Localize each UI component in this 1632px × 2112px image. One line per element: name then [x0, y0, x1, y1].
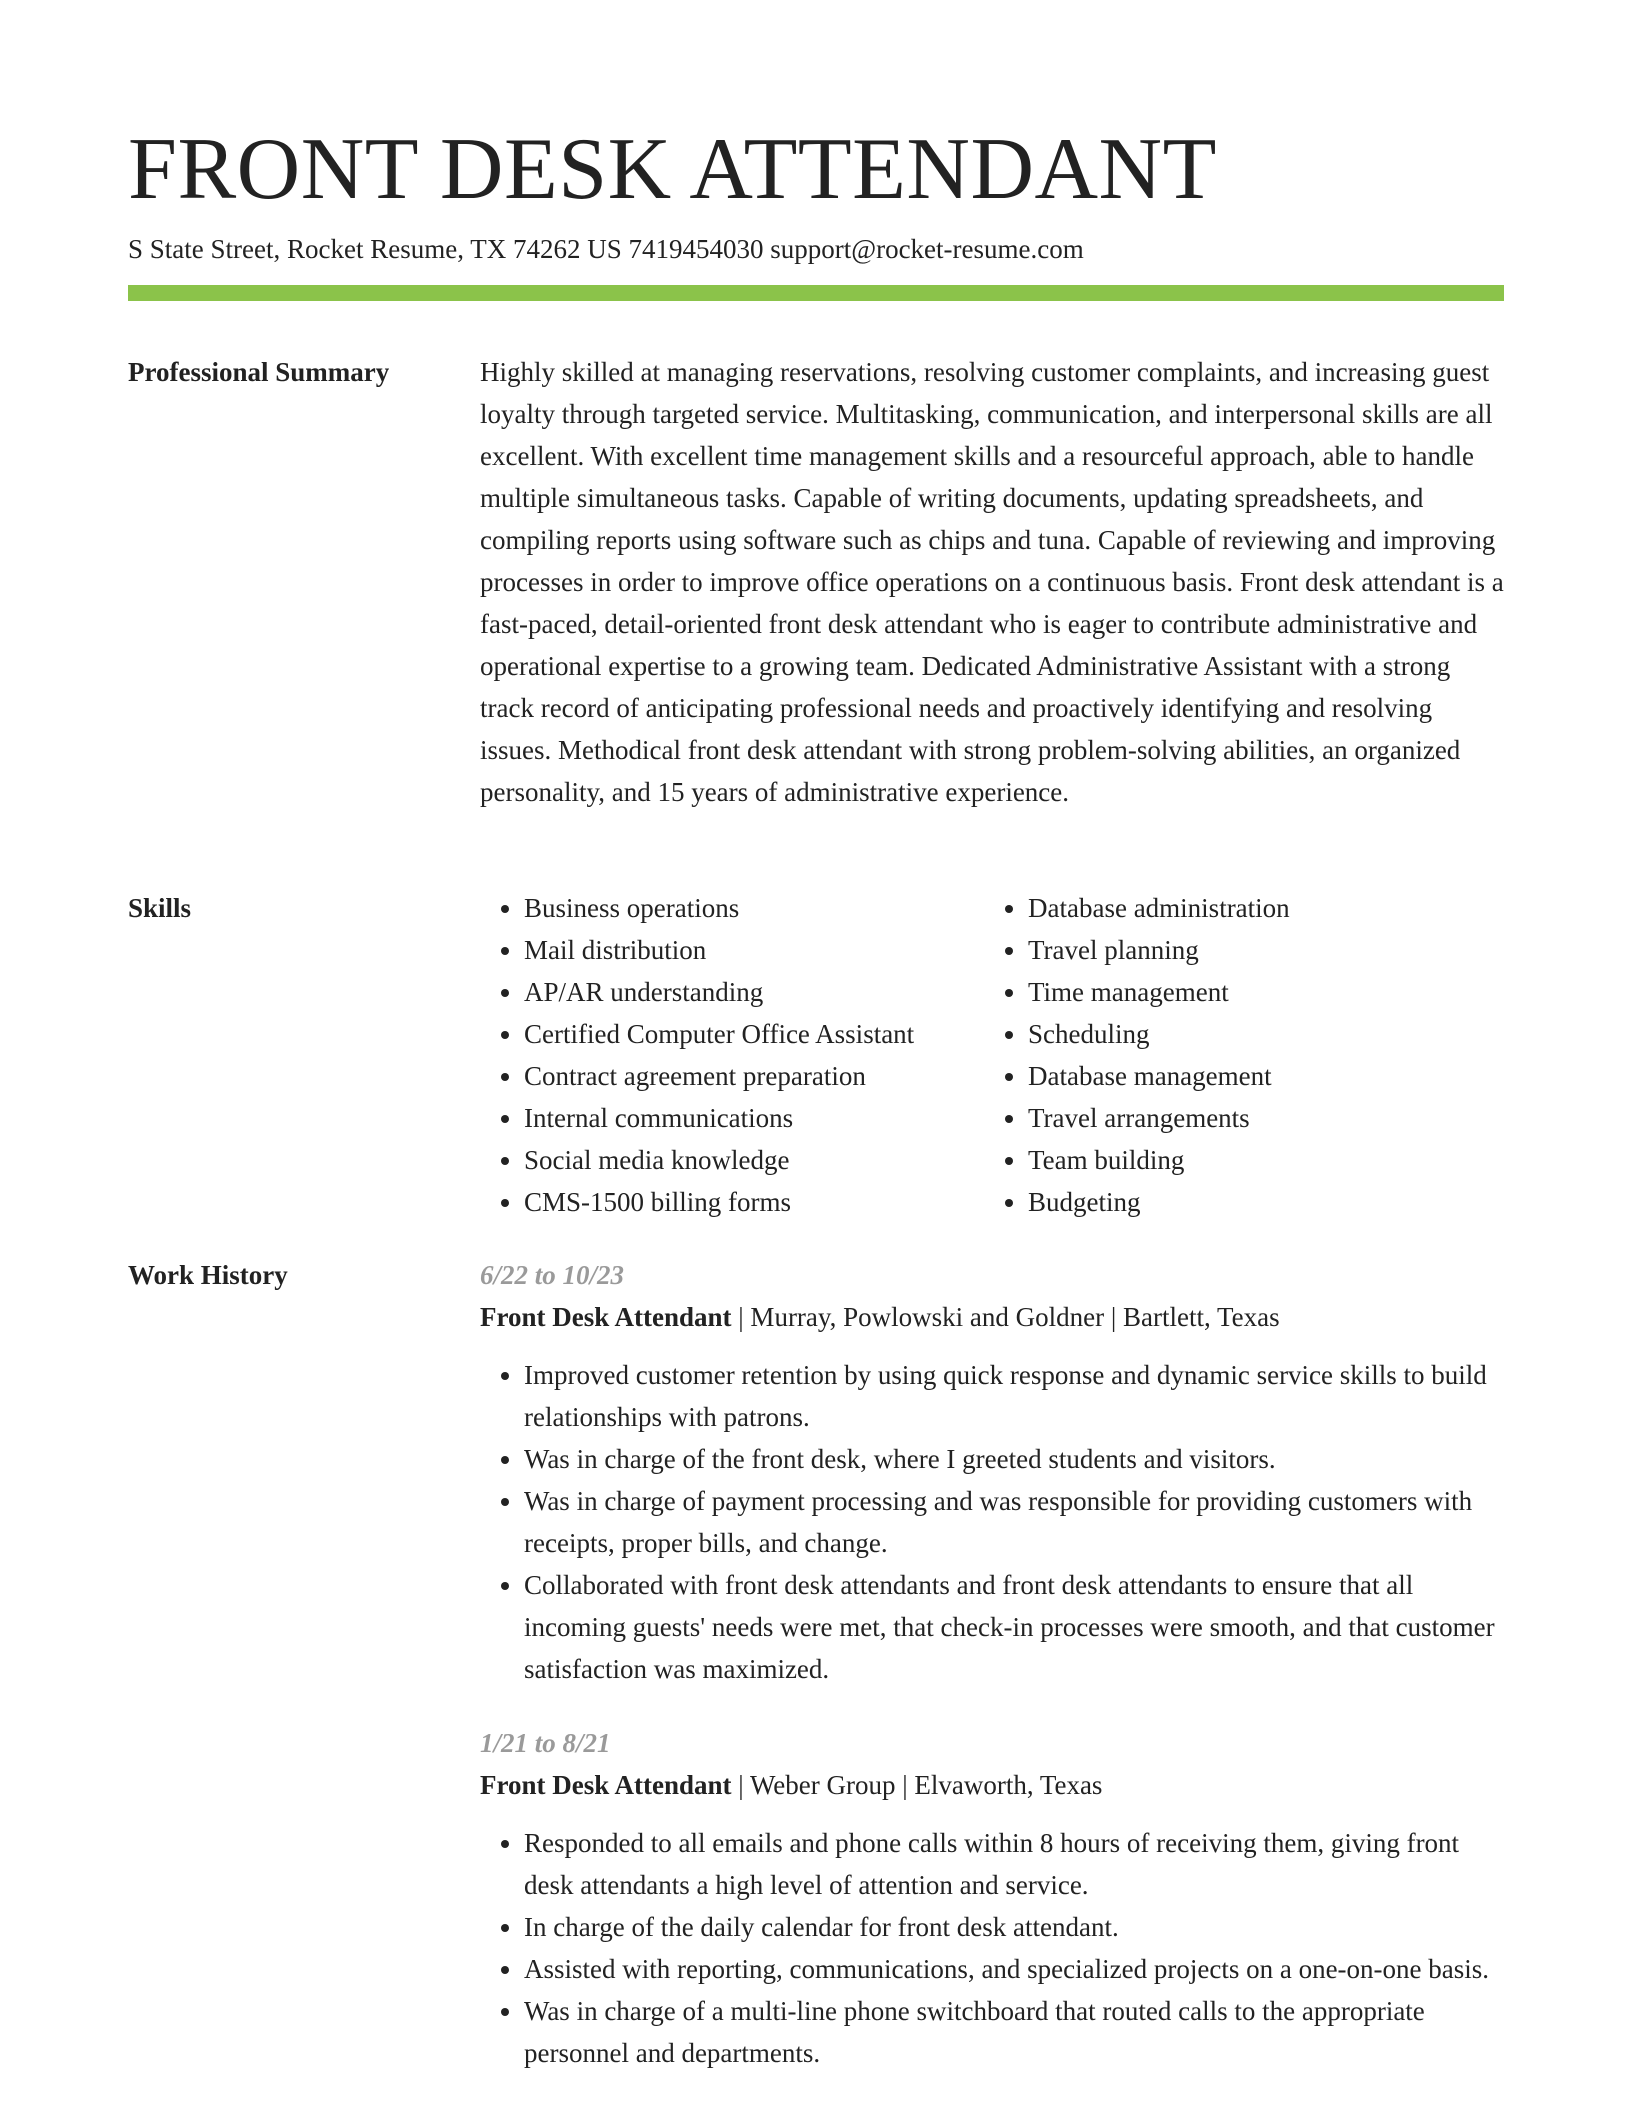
skill-item: • Travel arrangements	[1028, 1097, 1488, 1139]
summary-text: Highly skilled at managing reservations, resolving customer complaints, and increasing guest loyalty through targeted service. Multitasking, communication, and interpersonal skills are all excellent. With excellent time management skills and a resourceful approach, able to handle multiple simultaneous tasks. Capable of writing documents, updating spreadsheets, and compiling reports using software such as chips and tuna. Capable of reviewing and improving processes in order to improve office operations on a continuous basis. Front desk attendant is a fast-paced, detail-oriented front desk attendant who is eager to contribute administrative and operational expertise to a growing team. Dedicated Administrative Assistant with a strong track record of anticipating professional needs and proactively identifying and resolving issues. Methodical front desk attendant with strong problem-solving abilities, an organized personality, and 15 years of administrative experience.	[480, 357, 1504, 807]
skills-columns	[480, 887, 1504, 1223]
skill-item: • Database administration	[1028, 887, 1488, 929]
summary-heading: Professional Summary	[128, 357, 390, 387]
skill-item: • Budgeting	[1028, 1181, 1488, 1223]
job-bullet-list	[480, 1354, 1504, 1690]
job-bullet: • Responded to all emails and phone calls within 8 hours of receiving them, giving front desk attendants a high level of attention and service.	[524, 1822, 1504, 1906]
skill-item: • Travel planning	[1028, 929, 1488, 971]
work-history-body	[480, 1254, 1504, 2106]
skills-heading: Skills	[128, 893, 192, 923]
contact-line: S State Street, Rocket Resume, TX 74262 US 7419454030 support@rocket-resume.com	[128, 234, 1084, 264]
job-header	[480, 1296, 1504, 1338]
skill-item: • Time management	[1028, 971, 1488, 1013]
job-title: Front Desk Attendant	[480, 1770, 732, 1800]
job-bullet: • Assisted with reporting, communications, and specialized projects on a one-on-one basis.	[524, 1948, 1504, 1990]
job-bullet: • Was in charge of a multi-line phone switchboard that routed calls to the appropriate personnel and departments.	[524, 1990, 1504, 2074]
job-title: Front Desk Attendant	[480, 1302, 732, 1332]
work-history-heading: Work History	[128, 1260, 288, 1290]
skill-item: • Business operations	[524, 887, 984, 929]
job-dates: 1/21 to 8/21	[480, 1728, 611, 1758]
skill-item: • CMS-1500 billing forms	[524, 1181, 984, 1223]
job-bullet: • Was in charge of the front desk, where I greeted students and visitors.	[524, 1438, 1504, 1480]
job-bullet-list	[480, 1822, 1504, 2074]
job-header	[480, 1764, 1504, 1806]
summary-body	[480, 351, 1504, 813]
resume-title: FRONT DESK ATTENDANT	[128, 121, 1217, 218]
skill-item: • Scheduling	[1028, 1013, 1488, 1055]
job-bullet: • Improved customer retention by using quick response and dynamic service skills to build relationships with patrons.	[524, 1354, 1504, 1438]
skill-item: • Mail distribution	[524, 929, 984, 971]
skill-item: • AP/AR understanding	[524, 971, 984, 1013]
job-entry	[480, 1254, 1504, 1690]
job-dates: 6/22 to 10/23	[480, 1260, 625, 1290]
job-details: | Murray, Powlowski and Goldner | Bartlett, Texas	[731, 1302, 1280, 1332]
job-entry	[480, 1722, 1504, 2074]
job-bullet: • Was in charge of payment processing and was responsible for providing customers with receipts, proper bills, and change.	[524, 1480, 1504, 1564]
skills-list-right	[984, 887, 1488, 1223]
skill-item: • Social media knowledge	[524, 1139, 984, 1181]
skills-list-left	[480, 887, 984, 1223]
skill-item: • Database management	[1028, 1055, 1488, 1097]
skills-body	[480, 887, 1504, 1223]
job-details: | Weber Group | Elvaworth, Texas	[731, 1770, 1103, 1800]
skill-item: • Team building	[1028, 1139, 1488, 1181]
job-bullet: • Collaborated with front desk attendants and front desk attendants to ensure that all incoming guests' needs were met, that check-in processes were smooth, and that customer satisfaction was maximized.	[524, 1564, 1504, 1690]
skill-item: • Contract agreement preparation	[524, 1055, 984, 1097]
skill-item: • Internal communications	[524, 1097, 984, 1139]
skill-item: • Certified Computer Office Assistant	[524, 1013, 984, 1055]
accent-divider	[128, 285, 1504, 301]
job-bullet: • In charge of the daily calendar for front desk attendant.	[524, 1906, 1504, 1948]
